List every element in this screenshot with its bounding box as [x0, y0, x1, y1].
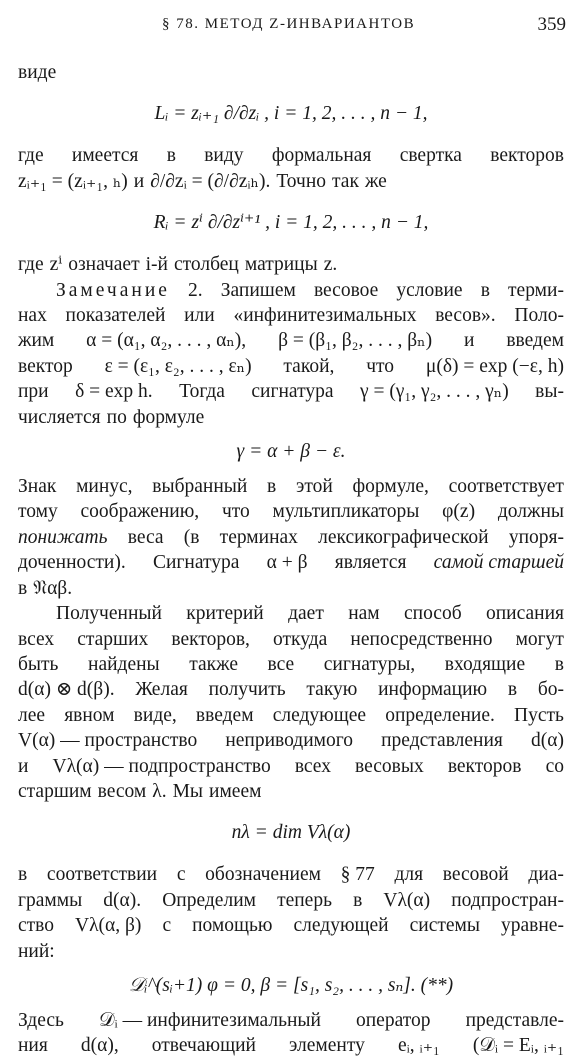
text-word: Поло-	[514, 305, 564, 327]
text-word: φ(z)	[442, 501, 476, 523]
text-word: выбранный	[152, 476, 248, 498]
text-line	[18, 728, 564, 753]
text-word: терминах	[219, 526, 298, 548]
text-word: старшим	[18, 780, 92, 802]
text-word: соответствии	[46, 864, 158, 886]
text-word: способ	[403, 603, 462, 625]
text-word: соответствует	[448, 476, 564, 498]
text-word: d(α)	[531, 730, 564, 752]
body-text	[18, 60, 564, 1059]
text-word: неприводимого	[225, 730, 354, 752]
text-word: формальная	[271, 145, 372, 167]
text-word: формуле,	[352, 476, 429, 498]
text-word: самой старшей	[433, 552, 564, 574]
text-word: помощью	[192, 915, 273, 937]
text-word: и	[463, 330, 475, 352]
text-word: весовой	[442, 864, 509, 886]
text-word: соображению,	[80, 501, 200, 523]
text-word: найдены	[88, 653, 160, 675]
text-word: старших	[77, 628, 149, 650]
text-line	[18, 601, 564, 626]
text-word: d(α).	[103, 889, 142, 911]
text-word: все	[267, 653, 295, 675]
text-line	[18, 939, 564, 964]
text-word: в	[480, 279, 490, 301]
page-number: 359	[537, 14, 566, 35]
text-word: понижать	[18, 526, 108, 548]
text-word: нам	[348, 603, 380, 625]
text-word: δ = exp h.	[75, 381, 153, 403]
text-word: сигнатура	[251, 381, 334, 403]
text-line	[18, 405, 564, 430]
text-word: критерий	[186, 603, 264, 625]
text-word: Сигнатура	[152, 552, 240, 574]
text-word: что	[221, 501, 250, 523]
text-word: дает	[288, 603, 324, 625]
page-header	[0, 14, 580, 40]
text-word: с	[176, 864, 186, 886]
text-word: по	[106, 406, 127, 428]
text-word: Точно	[276, 170, 327, 192]
text-word: Определим	[162, 889, 256, 911]
text-word: Мы	[172, 780, 204, 802]
text-word: в	[18, 577, 28, 599]
text-word: откуда	[273, 628, 328, 650]
text-line	[18, 143, 564, 168]
display-formula: nλ = dim Vλ(α)	[231, 822, 351, 844]
text-word: всех	[18, 628, 55, 650]
text-line	[18, 328, 564, 353]
text-word: минус,	[76, 476, 133, 498]
text-word: zᵢ₊₁ = (zᵢ₊₁, ₕ)	[18, 170, 128, 192]
text-word: представле-	[465, 1009, 564, 1031]
text-word: является	[334, 552, 407, 574]
text-word: всех	[294, 755, 331, 777]
text-word: векторов,	[171, 628, 250, 650]
text-word: i-й	[145, 254, 168, 276]
text-word: упоря-	[508, 526, 564, 548]
text-word: вектор	[18, 355, 73, 377]
text-word: виду	[204, 145, 244, 167]
text-word: Запишем	[220, 279, 296, 301]
display-formula: Rᵢ = zⁱ ∂/∂zⁱ⁺¹ , i = 1, 2, . . . , n − 1,	[153, 212, 429, 234]
text-word: числяется	[18, 406, 101, 428]
text-word: Vλ(α, β)	[75, 915, 142, 937]
text-line	[18, 550, 564, 575]
text-word: непосредственно	[350, 628, 493, 650]
text-line	[18, 252, 564, 277]
text-word: имеем	[209, 780, 262, 802]
text-word: Здесь	[18, 1009, 64, 1031]
text-word: веса	[127, 526, 164, 548]
text-word: в	[353, 889, 363, 911]
text-line	[18, 703, 564, 728]
text-word: и	[18, 755, 29, 777]
text-word: матрицы	[244, 254, 318, 276]
text-word: показателей	[65, 305, 166, 327]
text-word: так	[332, 170, 359, 192]
text-word: доченности).	[18, 552, 126, 574]
text-line	[18, 60, 564, 85]
text-word: весовых	[355, 755, 424, 777]
text-line	[18, 1033, 564, 1058]
text-word: весом	[97, 780, 147, 802]
text-word: могут	[515, 628, 564, 650]
text-line	[18, 1008, 564, 1033]
text-word: лее	[18, 704, 46, 726]
text-word: Желая	[135, 679, 188, 701]
running-head: § 78. МЕТОД Z-ИНВАРИАНТОВ	[162, 16, 416, 32]
text-word: условие	[396, 279, 463, 301]
text-line	[18, 888, 564, 913]
text-line	[18, 862, 564, 887]
text-word: бо-	[537, 679, 564, 701]
text-word: Тогда	[179, 381, 225, 403]
text-line	[18, 278, 564, 303]
text-word: формуле	[132, 406, 205, 428]
text-word: α + β	[266, 552, 308, 574]
text-word: «инфинитезимальных	[233, 305, 417, 327]
text-word: виде,	[133, 704, 177, 726]
text-word: подпростран-	[451, 889, 564, 911]
text-word: введем	[506, 330, 564, 352]
text-line	[18, 779, 564, 804]
text-line	[18, 354, 564, 379]
text-line	[18, 913, 564, 938]
text-word: также	[189, 653, 238, 675]
text-word: векторов	[447, 755, 522, 777]
text-word: d(α),	[80, 1035, 119, 1057]
display-formula: 𝒟ᵢ^(sᵢ+1) φ = 0, β = [s₁, s₂, . . . , sₙ]. (**)	[128, 974, 454, 996]
text-word: получить	[208, 679, 286, 701]
text-word: означает	[68, 254, 140, 276]
text-word: системы	[409, 915, 480, 937]
text-word: свертка	[399, 145, 462, 167]
text-word: в	[507, 679, 518, 701]
text-word: в	[18, 864, 28, 886]
text-word: 𝔑αβ.	[33, 577, 73, 599]
text-word: μ(δ) = exp (−ε, h)	[425, 355, 564, 377]
text-word: (в	[183, 526, 200, 548]
text-word: лексикографической	[318, 526, 489, 548]
text-word: элементу	[289, 1035, 365, 1057]
text-word: где	[18, 145, 44, 167]
text-word: такой,	[283, 355, 335, 377]
text-word: § 77	[340, 864, 375, 886]
text-line	[18, 169, 564, 194]
text-word: такую	[306, 679, 358, 701]
text-line	[18, 652, 564, 677]
text-word: λ.	[152, 780, 167, 802]
text-word: сигнатуры,	[323, 653, 416, 675]
text-word: тому	[18, 501, 58, 523]
text-word: ∂/∂zᵢ = (∂/∂zᵢₕ).	[150, 170, 271, 192]
text-line	[18, 379, 564, 404]
text-word: обозначением	[205, 864, 321, 886]
text-word: вы-	[535, 381, 564, 403]
text-word: отвечающий	[151, 1035, 256, 1057]
text-line	[18, 303, 564, 328]
text-word: имеется	[71, 145, 139, 167]
text-word: следующей	[293, 915, 389, 937]
text-line	[18, 627, 564, 652]
text-word: z.	[323, 254, 338, 276]
text-word: ний:	[18, 940, 55, 962]
text-word: zⁱ	[49, 254, 63, 276]
text-word: или	[184, 305, 215, 327]
text-word: Vλ(α) — подпространство	[52, 755, 271, 777]
text-word: что	[366, 355, 395, 377]
text-word: для	[394, 864, 424, 886]
text-word: со	[545, 755, 564, 777]
text-word: оператор	[356, 1009, 431, 1031]
text-word: мультипликаторы	[272, 501, 420, 523]
text-word: Vλ(α)	[383, 889, 431, 911]
text-word: представления	[381, 730, 503, 752]
text-word: входящие	[444, 653, 526, 675]
text-word: с	[162, 915, 172, 937]
text-line	[18, 677, 564, 702]
text-line	[18, 754, 564, 779]
text-word: β = (β₁, β₂, . . . , βₙ)	[278, 330, 433, 352]
text-word: и	[133, 170, 145, 192]
text-word: весов».	[435, 305, 496, 327]
text-word: в	[166, 145, 176, 167]
text-word: виде	[18, 62, 57, 83]
text-word: ния	[18, 1035, 48, 1057]
text-word: d(α) ⊗ d(β).	[18, 679, 115, 701]
text-word: Пусть	[514, 704, 564, 726]
text-word: Знак	[18, 476, 57, 498]
text-word: явном	[64, 704, 115, 726]
text-word: (𝒟ᵢ = Eᵢ, ᵢ₊₁	[472, 1035, 564, 1057]
text-word: eᵢ, ᵢ₊₁	[397, 1035, 440, 1057]
text-word: где	[18, 254, 44, 276]
text-word: столбец	[173, 254, 239, 276]
text-word: α = (α₁, α₂, . . . , αₙ),	[86, 330, 247, 352]
text-word: информацию	[378, 679, 488, 701]
text-word: 𝒟ᵢ — инфинитезимальный	[98, 1009, 321, 1031]
text-word: введем	[195, 704, 254, 726]
text-word: жим	[18, 330, 55, 352]
display-formula: γ = α + β − ε.	[236, 441, 346, 463]
text-word: векторов	[490, 145, 564, 167]
text-word: этой	[295, 476, 333, 498]
text-word: 2.	[188, 279, 203, 301]
display-formula: Lᵢ = zᵢ₊₁ ∂/∂zᵢ , i = 1, 2, . . . , n − 1,	[154, 103, 428, 125]
text-word: теперь	[277, 889, 332, 911]
text-word: весовое	[313, 279, 379, 301]
text-line	[18, 525, 564, 550]
text-word: в	[554, 653, 564, 675]
text-word: определение.	[385, 704, 495, 726]
text-word: быть	[18, 653, 59, 675]
text-word: Замечание	[56, 279, 170, 301]
text-word: нах	[18, 305, 47, 327]
text-word: описания	[485, 603, 564, 625]
text-word: диа-	[528, 864, 564, 886]
text-word: при	[18, 381, 49, 403]
text-word: терми-	[508, 279, 564, 301]
text-word: следующее	[272, 704, 367, 726]
text-word: V(α) — пространство	[18, 730, 198, 752]
text-word: ε = (ε₁, ε₂, . . . , εₙ)	[104, 355, 252, 377]
text-word: γ = (γ₁, γ₂, . . . , γₙ)	[359, 381, 509, 403]
text-word: ство	[18, 915, 55, 937]
text-word: в	[267, 476, 277, 498]
text-line	[18, 499, 564, 524]
text-word: должны	[497, 501, 564, 523]
text-word: же	[364, 170, 387, 192]
text-word: граммы	[18, 889, 83, 911]
text-line	[18, 576, 564, 601]
text-word: уравне-	[501, 915, 564, 937]
text-line	[18, 474, 564, 499]
text-word: Полученный	[56, 603, 162, 625]
